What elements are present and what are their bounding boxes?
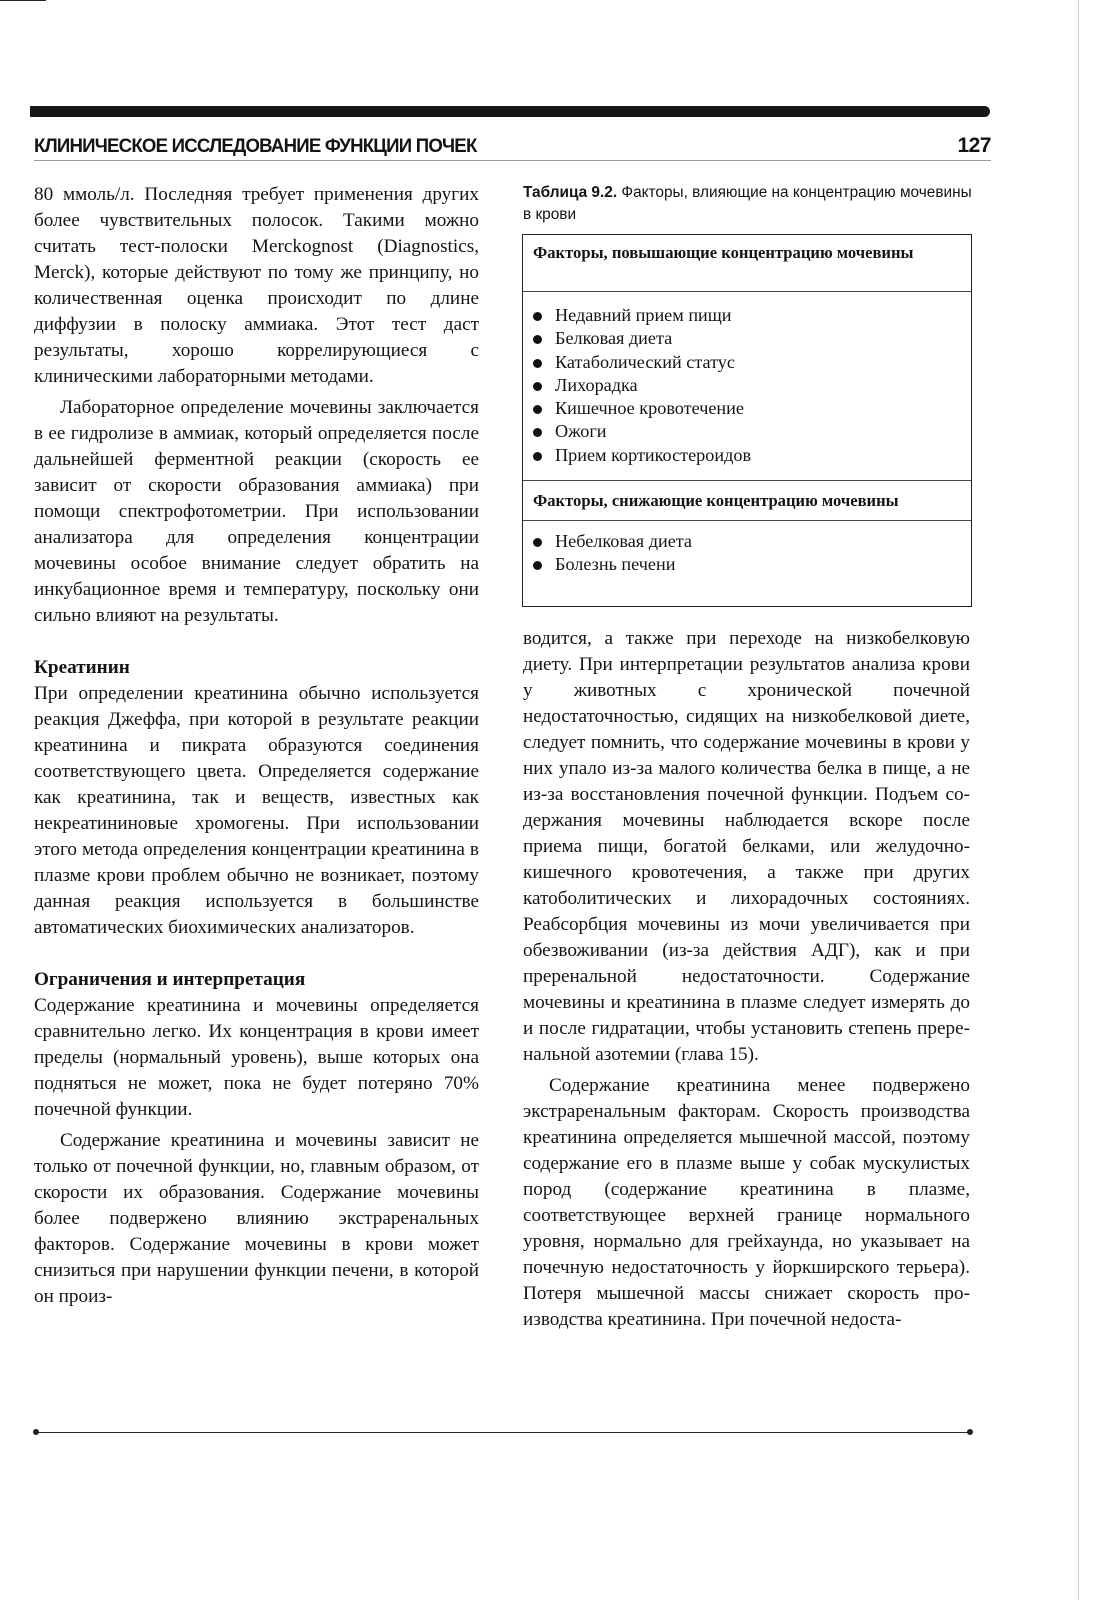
header-bar <box>30 106 990 117</box>
list-item-text: Небелковая диета <box>555 531 693 552</box>
list-item-text: Недавний прием пищи <box>555 305 732 325</box>
list-item <box>533 374 971 397</box>
list-item <box>533 327 971 350</box>
scan-page-edge <box>1078 0 1079 1600</box>
bullet-icon <box>533 312 542 321</box>
footer-rule-end-left <box>33 1429 39 1435</box>
paragraph: Содержание креатинина и мочевины определяется сравнительно легко. Их концентрация в крови имеет пределы (нормальный уровень), выше которых она подняться не может, пока не будет потеряно 70% почечной функции. <box>34 995 479 1120</box>
list-item <box>533 351 971 374</box>
list-item-text: Лихорадка <box>555 374 638 395</box>
paragraph: 80 ммоль/л. Последняя требует применения других более чувствительных полосок. Такими можно считать тест-полоски Merckognost (Diagnostics, Merck), которые действуют по тому же принципу, но количественная оценка происходит по длине диффузии в полоску аммиака. Этот тест даст результаты, хорошо коррелирующиеся с клиническими лабораторными методами. <box>34 184 479 387</box>
paragraph: Содержание креатинина и мочевины зависит не только от почечной функции, но, главным образом, от скорости их образования. Содержание мочевины более подвержено влиянию экстраренальных факторов. Содержание мочевины в крови может снизиться при нарушении функции печени, в которой он произ- <box>34 1130 479 1307</box>
list-item-text: Белковая диета <box>555 328 673 349</box>
bullet-icon <box>533 405 542 414</box>
list-item <box>533 304 971 327</box>
bullet-icon <box>533 538 542 547</box>
running-header <box>34 130 991 158</box>
list-item <box>533 444 971 467</box>
right-column <box>523 626 970 1333</box>
list-item-text: Кишечное кровотечение <box>555 398 744 419</box>
list-item-text: Болезнь печени <box>555 554 676 575</box>
bullet-icon <box>533 359 542 368</box>
left-column <box>34 182 479 1310</box>
list-item <box>533 530 971 553</box>
list-item-text: Катаболический статус <box>555 351 735 372</box>
bullet-icon <box>533 382 542 391</box>
table-caption <box>523 182 975 226</box>
bullet-icon <box>533 428 542 437</box>
section-heading-creatinine: Креатинин <box>34 657 130 678</box>
footer-rule <box>36 1432 970 1433</box>
factors-table <box>522 234 972 607</box>
table-heading-decrease: Факторы, снижающие концентрацию мочевины <box>523 480 971 521</box>
bullet-icon <box>533 561 542 570</box>
section-heading-limits: Ограничения и интерпретация <box>34 969 306 990</box>
table-caption-label: Таблица 9.2. <box>523 184 618 201</box>
paragraph: водится, а также при переходе на низкобелковую диету. При интерпретации результатов анализа крови у животных с хронической почечной недостаточностью, сидящих на низкобелковой диете, следует помнить, что содержание мочевины в крови у них упало из-за малого количества белка в пище, а не из-за восстановления почечной функции. Подъем содержания мочевины наблюдается вскоре после приема пищи, богатой белками, или желудочно-кишечного кровотечения, а также при других катоболитических и лихорадочных состояниях. Реабсорбция мочевины из мочи увеличивается при обезвоживании (из-за действия АДГ), как и при преренальной недостаточности. Содержание мочевины и креатинина в плазме следует измерять до и после гидратации, чтобы установить степень преренальной азотемии (глава 15). <box>523 628 970 1065</box>
page-number: 127 <box>957 134 991 157</box>
paragraph: При определении креатинина обычно используется реакция Джеффа, при которой в результате реакции креатинина и пикрата образуются соединения соответствующего цвета. Определяется содержание как креатинина, так и веществ, известных как некреатининовые хромогены. При использовании этого метода определения концентрации креатинина в плазме крови проблем обычно не возникает, поэтому данная реакция используется в большинстве автоматических биохимических анализаторов. <box>34 683 479 938</box>
bullet-icon <box>533 452 542 461</box>
increase-factor-list <box>523 292 971 480</box>
footer-rule-end-right <box>967 1429 973 1435</box>
table-caption-text: Факторы, влияющие на концентрацию мочевины в крови <box>523 184 972 223</box>
running-title: КЛИНИЧЕСКОЕ ИССЛЕДОВАНИЕ ФУНКЦИИ ПОЧЕК <box>34 136 477 157</box>
header-rule <box>34 160 991 161</box>
list-item <box>533 420 971 443</box>
list-item <box>533 397 971 420</box>
bullet-icon <box>533 335 542 344</box>
decrease-factor-list <box>523 521 971 577</box>
list-item-text: Прием кортикостероидов <box>555 444 752 465</box>
scan-corner-mark <box>0 0 46 1</box>
paragraph: Содержание креатинина менее подвержено экстраренальным факторам. Скорость производства креатинина определяется мышечной массой, поэтому содержание его в плазме выше у собак мускулистых пород (содержание креатинина в плазме, соответствующее верхней границе нормального уровня, нормально для грейхаунда, но указывает на почечную недостаточность у йоркширского терьера). Потеря мышечной массы снижает скорость производства креатинина. При почечной недоста- <box>523 1075 970 1330</box>
list-item <box>533 553 971 576</box>
list-item-text: Ожоги <box>555 421 607 442</box>
table-heading-increase: Факторы, повышающие концентрацию мочевины <box>523 235 971 292</box>
paragraph: Лабораторное определение мочевины заключается в ее гидролизе в аммиак, который определяется после дальнейшей ферментной реакции (скорость ее зависит от скорости образования аммиака) при помощи спектрофотометрии. При использовании анализатора для определения концентрации мочевины особое внимание следует обратить на инкубационное время и температуру, поскольку они сильно влияют на результаты. <box>34 397 479 626</box>
